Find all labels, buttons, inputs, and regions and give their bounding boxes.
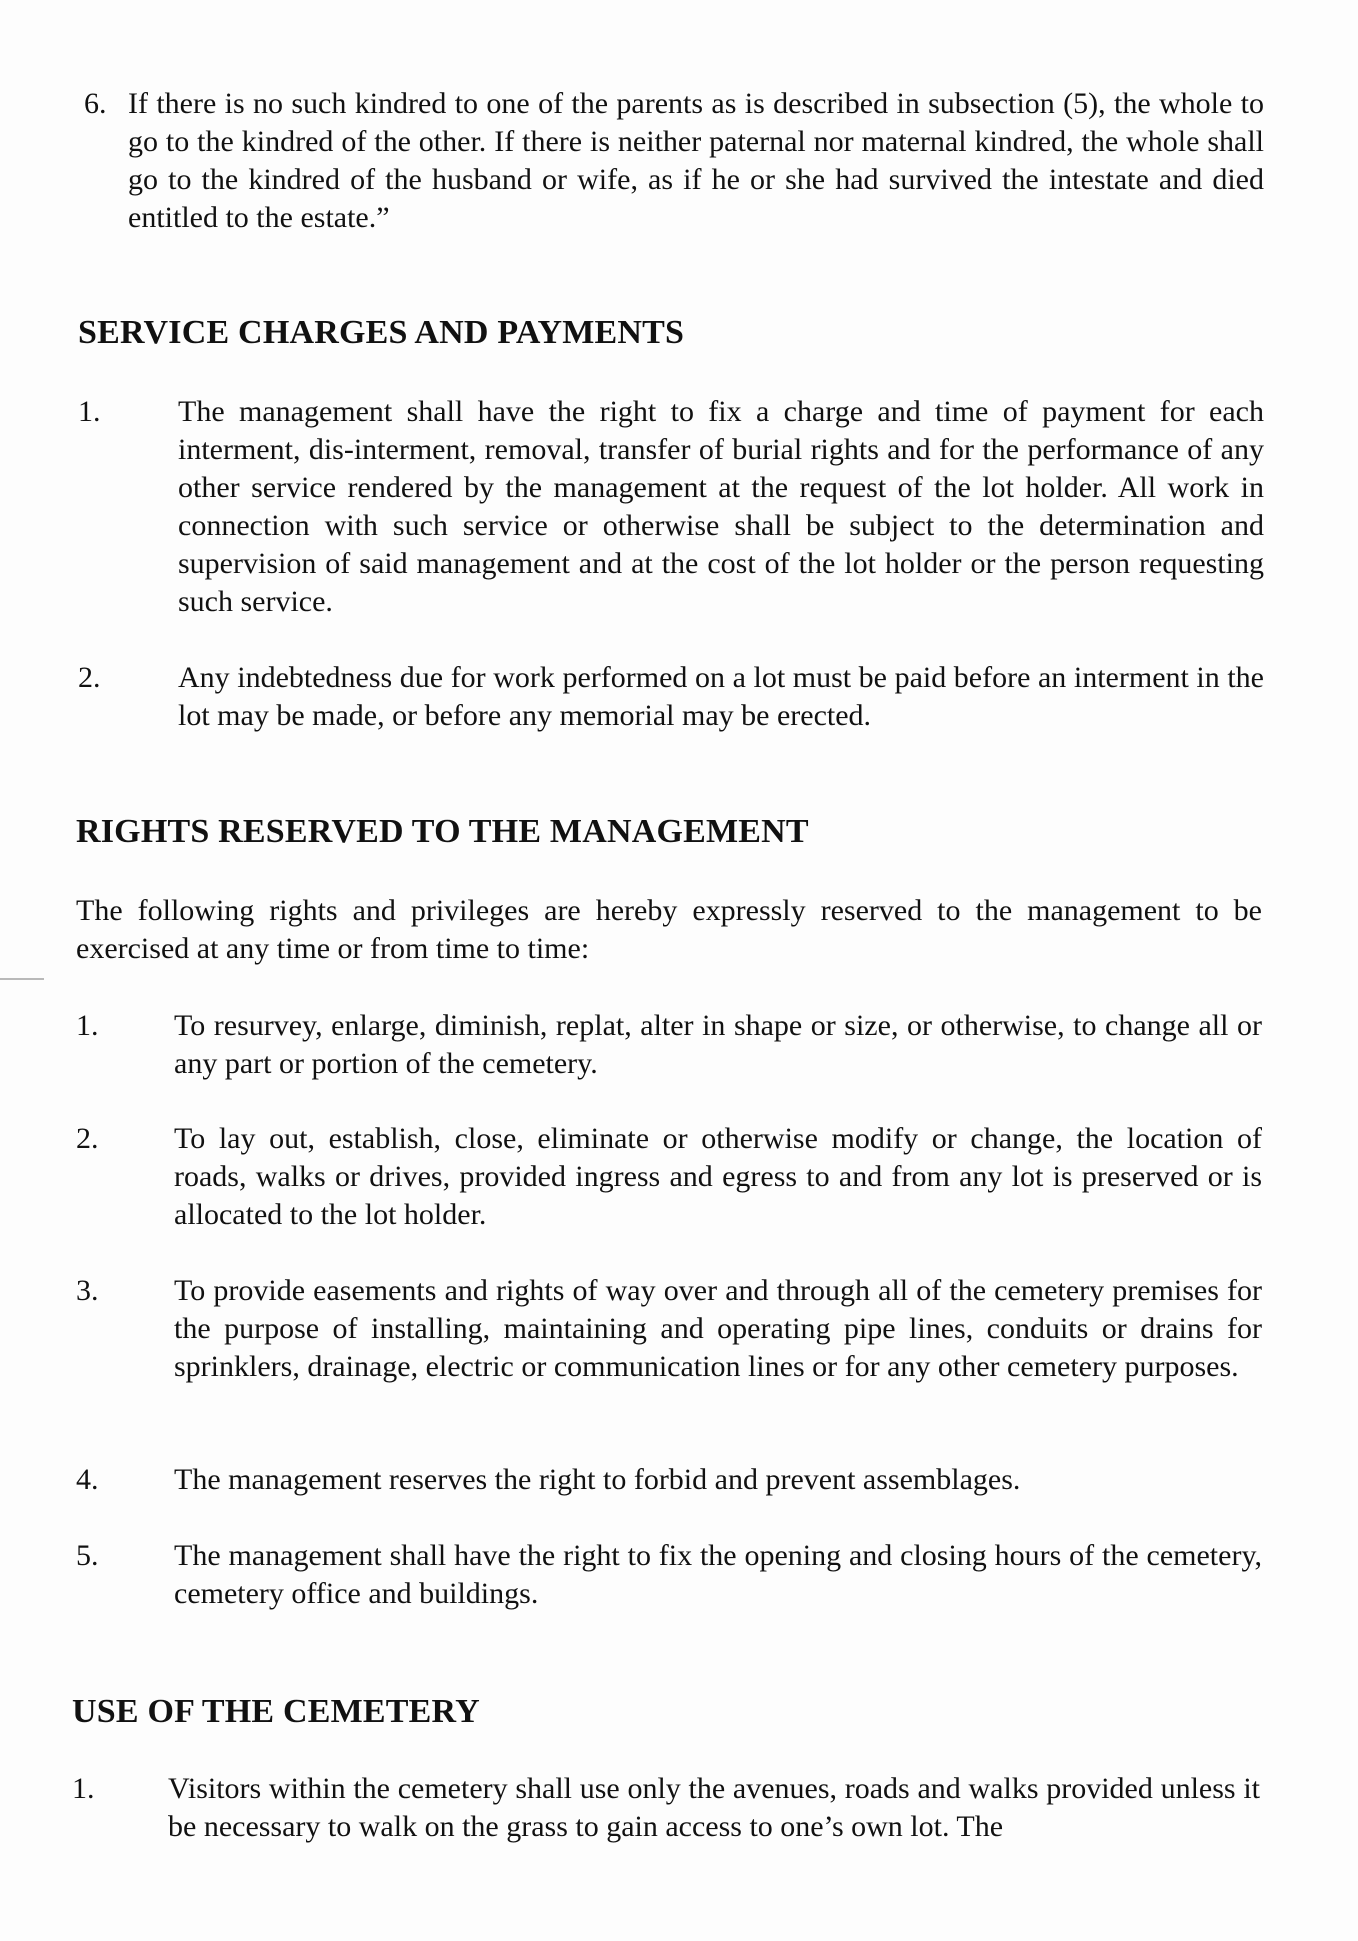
list-item-6 xyxy=(84,85,1264,237)
item-number: 1. xyxy=(78,395,101,428)
item-number: 1. xyxy=(72,1772,95,1805)
item-number: 4. xyxy=(76,1463,99,1496)
rights-item-3 xyxy=(76,1272,1262,1386)
item-text: The management shall have the right to fix a charge and time of payment for each interment, dis-interment, removal, transfer of burial rights and for the performance of any other service rendered by the management at the request of the lot holder. All work in connection with such service or otherwise shall be subject to the determination and supervision of said management and at the cost of the lot holder or the person requesting such service. xyxy=(178,395,1264,618)
rights-item-1 xyxy=(76,1007,1262,1083)
use-item-1 xyxy=(72,1770,1260,1846)
rights-item-2 xyxy=(76,1120,1262,1234)
rights-item-5 xyxy=(76,1537,1262,1613)
section-heading-rights-reserved: RIGHTS RESERVED TO THE MANAGEMENT xyxy=(76,813,809,850)
item-text: To resurvey, enlarge, diminish, replat, alter in shape or size, or otherwise, to change all or any part or portion of the cemetery. xyxy=(174,1009,1262,1080)
service-item-1 xyxy=(78,393,1264,621)
scan-artifact-mark xyxy=(0,978,44,980)
section-heading-use-of-cemetery: USE OF THE CEMETERY xyxy=(72,1693,480,1730)
rights-item-4 xyxy=(76,1461,1262,1499)
item-text: To provide easements and rights of way over and through all of the cemetery premises for the purpose of installing, maintaining and operating pipe lines, conduits or drains for sprinklers, drainage, electric or communication lines or for any other cemetery purposes. xyxy=(174,1274,1262,1383)
item-number: 6. xyxy=(84,87,107,120)
item-text: If there is no such kindred to one of the parents as is described in subsection (5), the whole to go to the kindred of the other. If there is neither paternal nor maternal kindred, the whole shall go to the kindred of the husband or wife, as if he or she had survived the intestate and died entitled to the estate.” xyxy=(128,87,1264,234)
item-number: 2. xyxy=(78,661,101,694)
item-number: 2. xyxy=(76,1122,99,1155)
item-text: To lay out, establish, close, eliminate or otherwise modify or change, the location of roads, walks or drives, provided ingress and egress to and from any lot is preserved or is allocated to the lot holder. xyxy=(174,1122,1262,1231)
item-number: 3. xyxy=(76,1274,99,1307)
section-heading-service-charges: SERVICE CHARGES AND PAYMENTS xyxy=(78,314,685,351)
rights-intro-paragraph: The following rights and privileges are hereby expressly reserved to the management to be exercised at any time or from time to time: xyxy=(76,894,1262,965)
item-text: Any indebtedness due for work performed on a lot must be paid before an interment in the lot may be made, or before any memorial may be erected. xyxy=(178,661,1264,732)
item-number: 1. xyxy=(76,1009,99,1042)
item-text: The management shall have the right to fix the opening and closing hours of the cemetery, cemetery office and buildings. xyxy=(174,1539,1262,1610)
item-text: The management reserves the right to forbid and prevent assemblages. xyxy=(174,1463,1021,1496)
item-number: 5. xyxy=(76,1539,99,1572)
item-text: Visitors within the cemetery shall use only the avenues, roads and walks provided unless it be necessary to walk on the grass to gain access to one’s own lot. The xyxy=(168,1772,1260,1843)
service-item-2 xyxy=(78,659,1264,735)
